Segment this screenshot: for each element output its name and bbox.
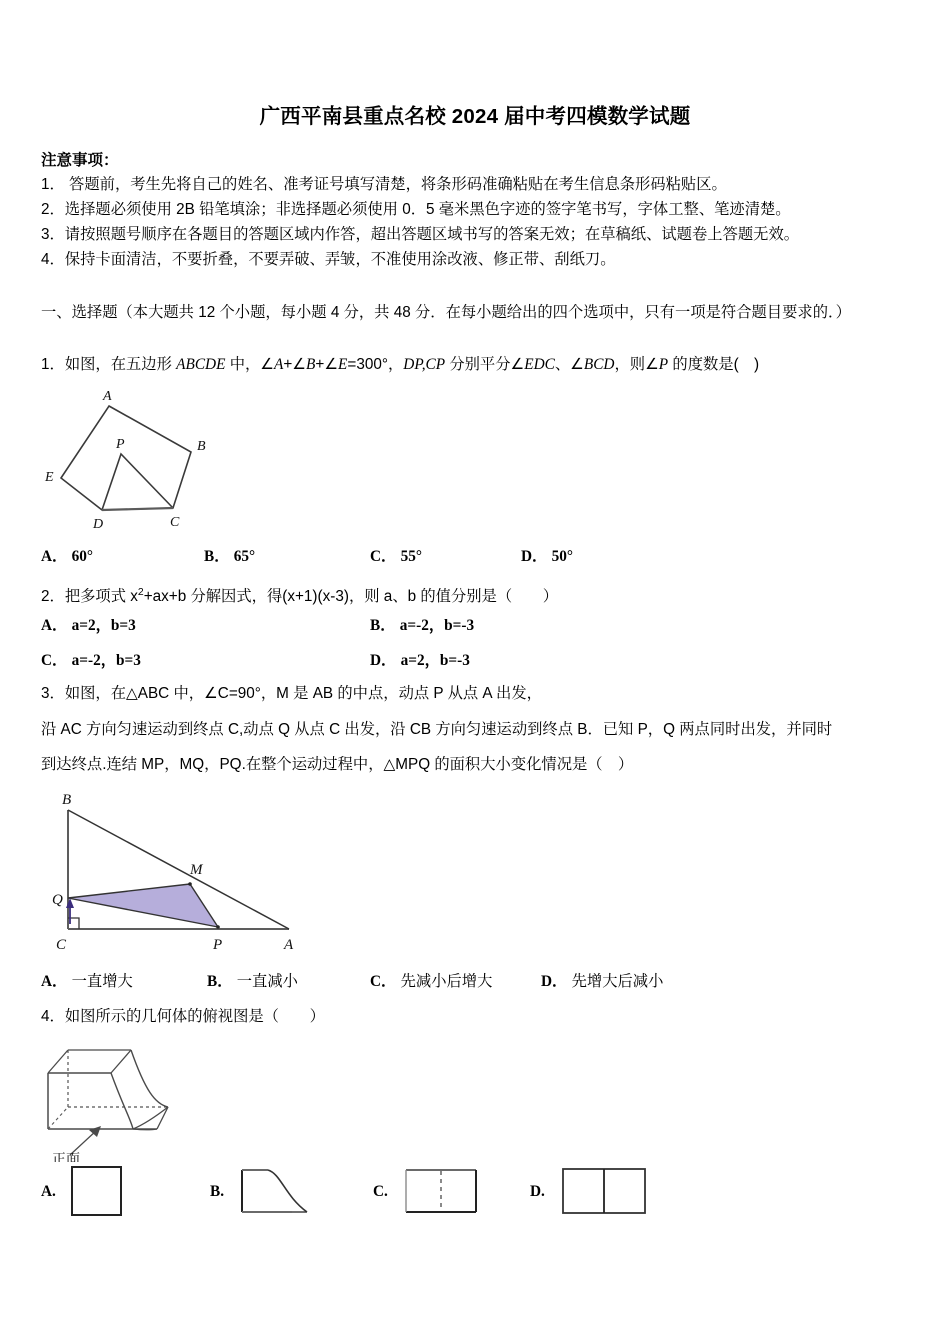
triangle-label-p: P	[213, 937, 223, 953]
question-3-number: 3．	[41, 685, 65, 702]
notice-list	[41, 172, 921, 272]
notice-heading: 注意事项：	[41, 152, 119, 169]
q2-option-d[interactable]	[370, 648, 470, 670]
point-m-dot	[188, 882, 192, 886]
triangle-label-b: B	[62, 792, 72, 808]
question-2-stem	[41, 580, 931, 609]
q2-option-a-label: A．	[41, 617, 68, 634]
edge-base-right-slant	[157, 1107, 168, 1129]
pentagon-point-label-p: P	[116, 437, 125, 452]
q2-option-c-label: C．	[41, 652, 68, 669]
hidden-edge-base-left-slant	[48, 1107, 68, 1129]
q4-option-d-label: D.	[530, 1183, 545, 1200]
q3-option-d-value: 先增大后减小	[571, 973, 664, 990]
page-title: 广西平南县重点名校 2024 届中考四模数学试题	[259, 105, 691, 128]
notice-item-3: 3．请按照题号顺序在各题目的答题区域内作答，超出答题区域书写的答案无效；在草稿纸、试题卷上答题无效。	[41, 226, 800, 243]
question-1-options	[0, 544, 950, 566]
shaded-triangle-mpq	[68, 884, 218, 927]
solid-figure-svg	[35, 1042, 225, 1162]
q1-option-d-value: 50°	[551, 548, 574, 565]
q1-ital-abcde: ABCDE	[176, 356, 226, 373]
q1-ital-b: B	[306, 356, 316, 373]
pentagon-vertex-label-d: D	[93, 517, 104, 532]
q4-option-b[interactable]	[210, 1163, 350, 1225]
q4-option-d[interactable]	[530, 1163, 680, 1225]
question-4-number: 4．	[41, 1008, 65, 1025]
rect-square-icon	[68, 1163, 128, 1221]
curve-back-profile	[131, 1050, 168, 1107]
q4-option-c[interactable]	[373, 1163, 513, 1225]
q4-option-c-label: C.	[373, 1183, 388, 1200]
q1-option-c[interactable]	[370, 544, 422, 566]
q2-exponent: 2	[137, 587, 144, 598]
question-4-stem	[41, 1004, 931, 1029]
q3-option-b-label: B．	[207, 973, 233, 990]
q4-option-a[interactable]	[41, 1163, 171, 1225]
question-2-options-row-2	[0, 648, 950, 670]
section-heading: 一、选择题（本大题共 12 个小题，每小题 4 分，共 48 分．在每小题给出的四个选项中，只有一项是符合题目要求的．）	[41, 304, 851, 321]
q1-text-d: +∠	[315, 356, 339, 373]
pentagon-outline	[61, 406, 191, 510]
q1-text-e: =300°，	[347, 356, 404, 373]
q3-option-a-value: 一直增大	[71, 973, 133, 990]
q4-option-a-label: A.	[41, 1183, 56, 1200]
q3-option-d[interactable]	[541, 969, 663, 991]
question-3-figure	[50, 786, 320, 961]
q1-option-a-label: A．	[41, 548, 68, 565]
curve-front-profile	[111, 1073, 133, 1129]
q1-option-b-label: B．	[204, 548, 230, 565]
q2-option-b-label: B．	[370, 617, 396, 634]
q1-text-g: 、∠	[554, 356, 584, 373]
front-view-label: 正面	[52, 1151, 80, 1162]
q2-option-b-value: a=-2，b=-3	[399, 617, 475, 634]
question-3-options	[0, 969, 950, 991]
q1-option-b-value: 65°	[233, 548, 256, 565]
triangle-label-m: M	[190, 862, 203, 878]
pentagon-vertex-label-e: E	[45, 470, 54, 485]
q4-option-a-shape	[68, 1163, 128, 1226]
segment-dc	[102, 508, 173, 510]
q3-option-b-value: 一直减小	[236, 973, 298, 990]
triangle-figure-svg	[50, 786, 320, 956]
q1-option-a-value: 60°	[71, 548, 94, 565]
q1-ital-e: E	[338, 356, 348, 373]
q1-text-i: 的度数是( )	[668, 356, 760, 373]
q4-option-c-shape	[400, 1163, 490, 1226]
q4-option-b-shape	[237, 1163, 317, 1226]
pentagon-vertex-label-c: C	[170, 515, 180, 530]
notice-item-2: 2．选择题必须使用 2B 铅笔填涂；非选择题必须使用 0．5 毫米黑色字迹的签字笔书写，字体工整、笔迹清楚。	[41, 201, 791, 218]
q3-line-1: 如图，在△ABC 中，∠C=90°，M 是 AB 的中点，动点 P 从点 A 出发，	[64, 685, 542, 702]
triangle-label-c: C	[56, 937, 67, 953]
q1-ital-p: P	[658, 356, 669, 373]
pentagon-figure-svg	[33, 386, 253, 532]
q3-option-c-value: 先减小后增大	[400, 973, 493, 990]
q1-ital-a: A	[274, 356, 284, 373]
q2-text-b: +ax+b 分解因式，得(x+1)(x-3)，则 a、b 的值分别是（ ）	[143, 588, 559, 606]
question-1-stem	[41, 352, 931, 377]
q1-option-c-label: C．	[370, 548, 397, 565]
q3-option-c[interactable]	[370, 969, 492, 991]
question-2-options-row-1	[0, 613, 950, 635]
square-outline	[72, 1167, 121, 1215]
edge-top-right-slant	[111, 1050, 131, 1073]
question-3-stem-line-1	[41, 681, 931, 706]
notice-item-1: 1． 答题前，考生先将自己的姓名、准考证号填写清楚，将条形码准确粘贴在考生信息条形码粘贴区。	[41, 176, 727, 193]
q3-option-a[interactable]	[41, 969, 133, 991]
curve-profile-icon	[237, 1163, 317, 1221]
q2-text-a: 把多项式 x	[64, 588, 138, 606]
triangle-label-q: Q	[52, 892, 63, 908]
q1-text-f: 分别平分∠	[445, 356, 525, 373]
q2-option-c-value: a=-2，b=3	[71, 652, 141, 669]
q3-option-c-label: C．	[370, 973, 397, 990]
q2-option-b[interactable]	[370, 613, 474, 635]
q3-option-d-label: D．	[541, 973, 568, 990]
q2-option-c[interactable]	[41, 648, 141, 670]
edge-front-left-to-back-left	[48, 1050, 68, 1073]
q1-text-b: 中，∠	[225, 356, 275, 373]
triangle-label-a: A	[284, 937, 294, 953]
q4-option-b-label: B.	[210, 1183, 225, 1200]
angle-bisectors-dp-cp	[102, 454, 173, 510]
q2-option-a-value: a=2，b=3	[71, 617, 136, 634]
rect-solid-mid-icon	[557, 1163, 657, 1221]
q1-text-c: +∠	[283, 356, 307, 373]
q1-option-d-label: D．	[521, 548, 548, 565]
question-1-number: 1．	[41, 356, 65, 373]
notice-item-4: 4．保持卡面清洁，不要折叠，不要弄破、弄皱，不准使用涂改液、修正带、刮纸刀。	[41, 251, 616, 268]
point-p-dot	[216, 925, 220, 929]
q1-ital-dpcp: DP,CP	[403, 356, 446, 373]
q3-option-a-label: A．	[41, 973, 68, 990]
q4-option-d-shape	[557, 1163, 657, 1226]
q3-option-b[interactable]	[207, 969, 298, 991]
q1-option-b[interactable]	[204, 544, 255, 566]
q2-option-d-value: a=2，b=-3	[400, 652, 470, 669]
pentagon-vertex-label-b: B	[197, 439, 206, 454]
q1-text-a: 如图，在五边形	[64, 356, 177, 373]
curve-icon-arc	[268, 1170, 307, 1212]
q1-ital-edc: EDC	[524, 356, 555, 373]
curve-base-front-join	[133, 1129, 157, 1130]
question-3-stem-line-2: 沿 AC 方向匀速运动到终点 C,动点 Q 从点 C 出发，沿 CB 方向匀速运动到终点 B．已知 P，Q 两点同时出发，并同时	[41, 721, 833, 738]
question-2-number: 2．	[41, 588, 65, 606]
q4-text: 如图所示的几何体的俯视图是（ ）	[64, 1008, 325, 1025]
question-3-stem-line-3: 到达终点.连结 MP，MQ，PQ.在整个运动过程中，△MPQ 的面积大小变化情况是（ ）	[41, 756, 634, 773]
q1-option-c-value: 55°	[400, 548, 423, 565]
question-4-figure	[35, 1042, 225, 1167]
question-1-figure	[33, 386, 253, 537]
q2-option-d-label: D．	[370, 652, 397, 669]
rect-dashed-mid-icon	[400, 1163, 490, 1221]
q1-ital-bcd: BCD	[583, 356, 615, 373]
q1-option-a[interactable]	[41, 544, 93, 566]
q1-option-d[interactable]	[521, 544, 573, 566]
q1-text-h: ，则∠	[614, 356, 659, 373]
q2-option-a[interactable]	[41, 613, 136, 635]
pentagon-vertex-label-a: A	[103, 389, 112, 404]
